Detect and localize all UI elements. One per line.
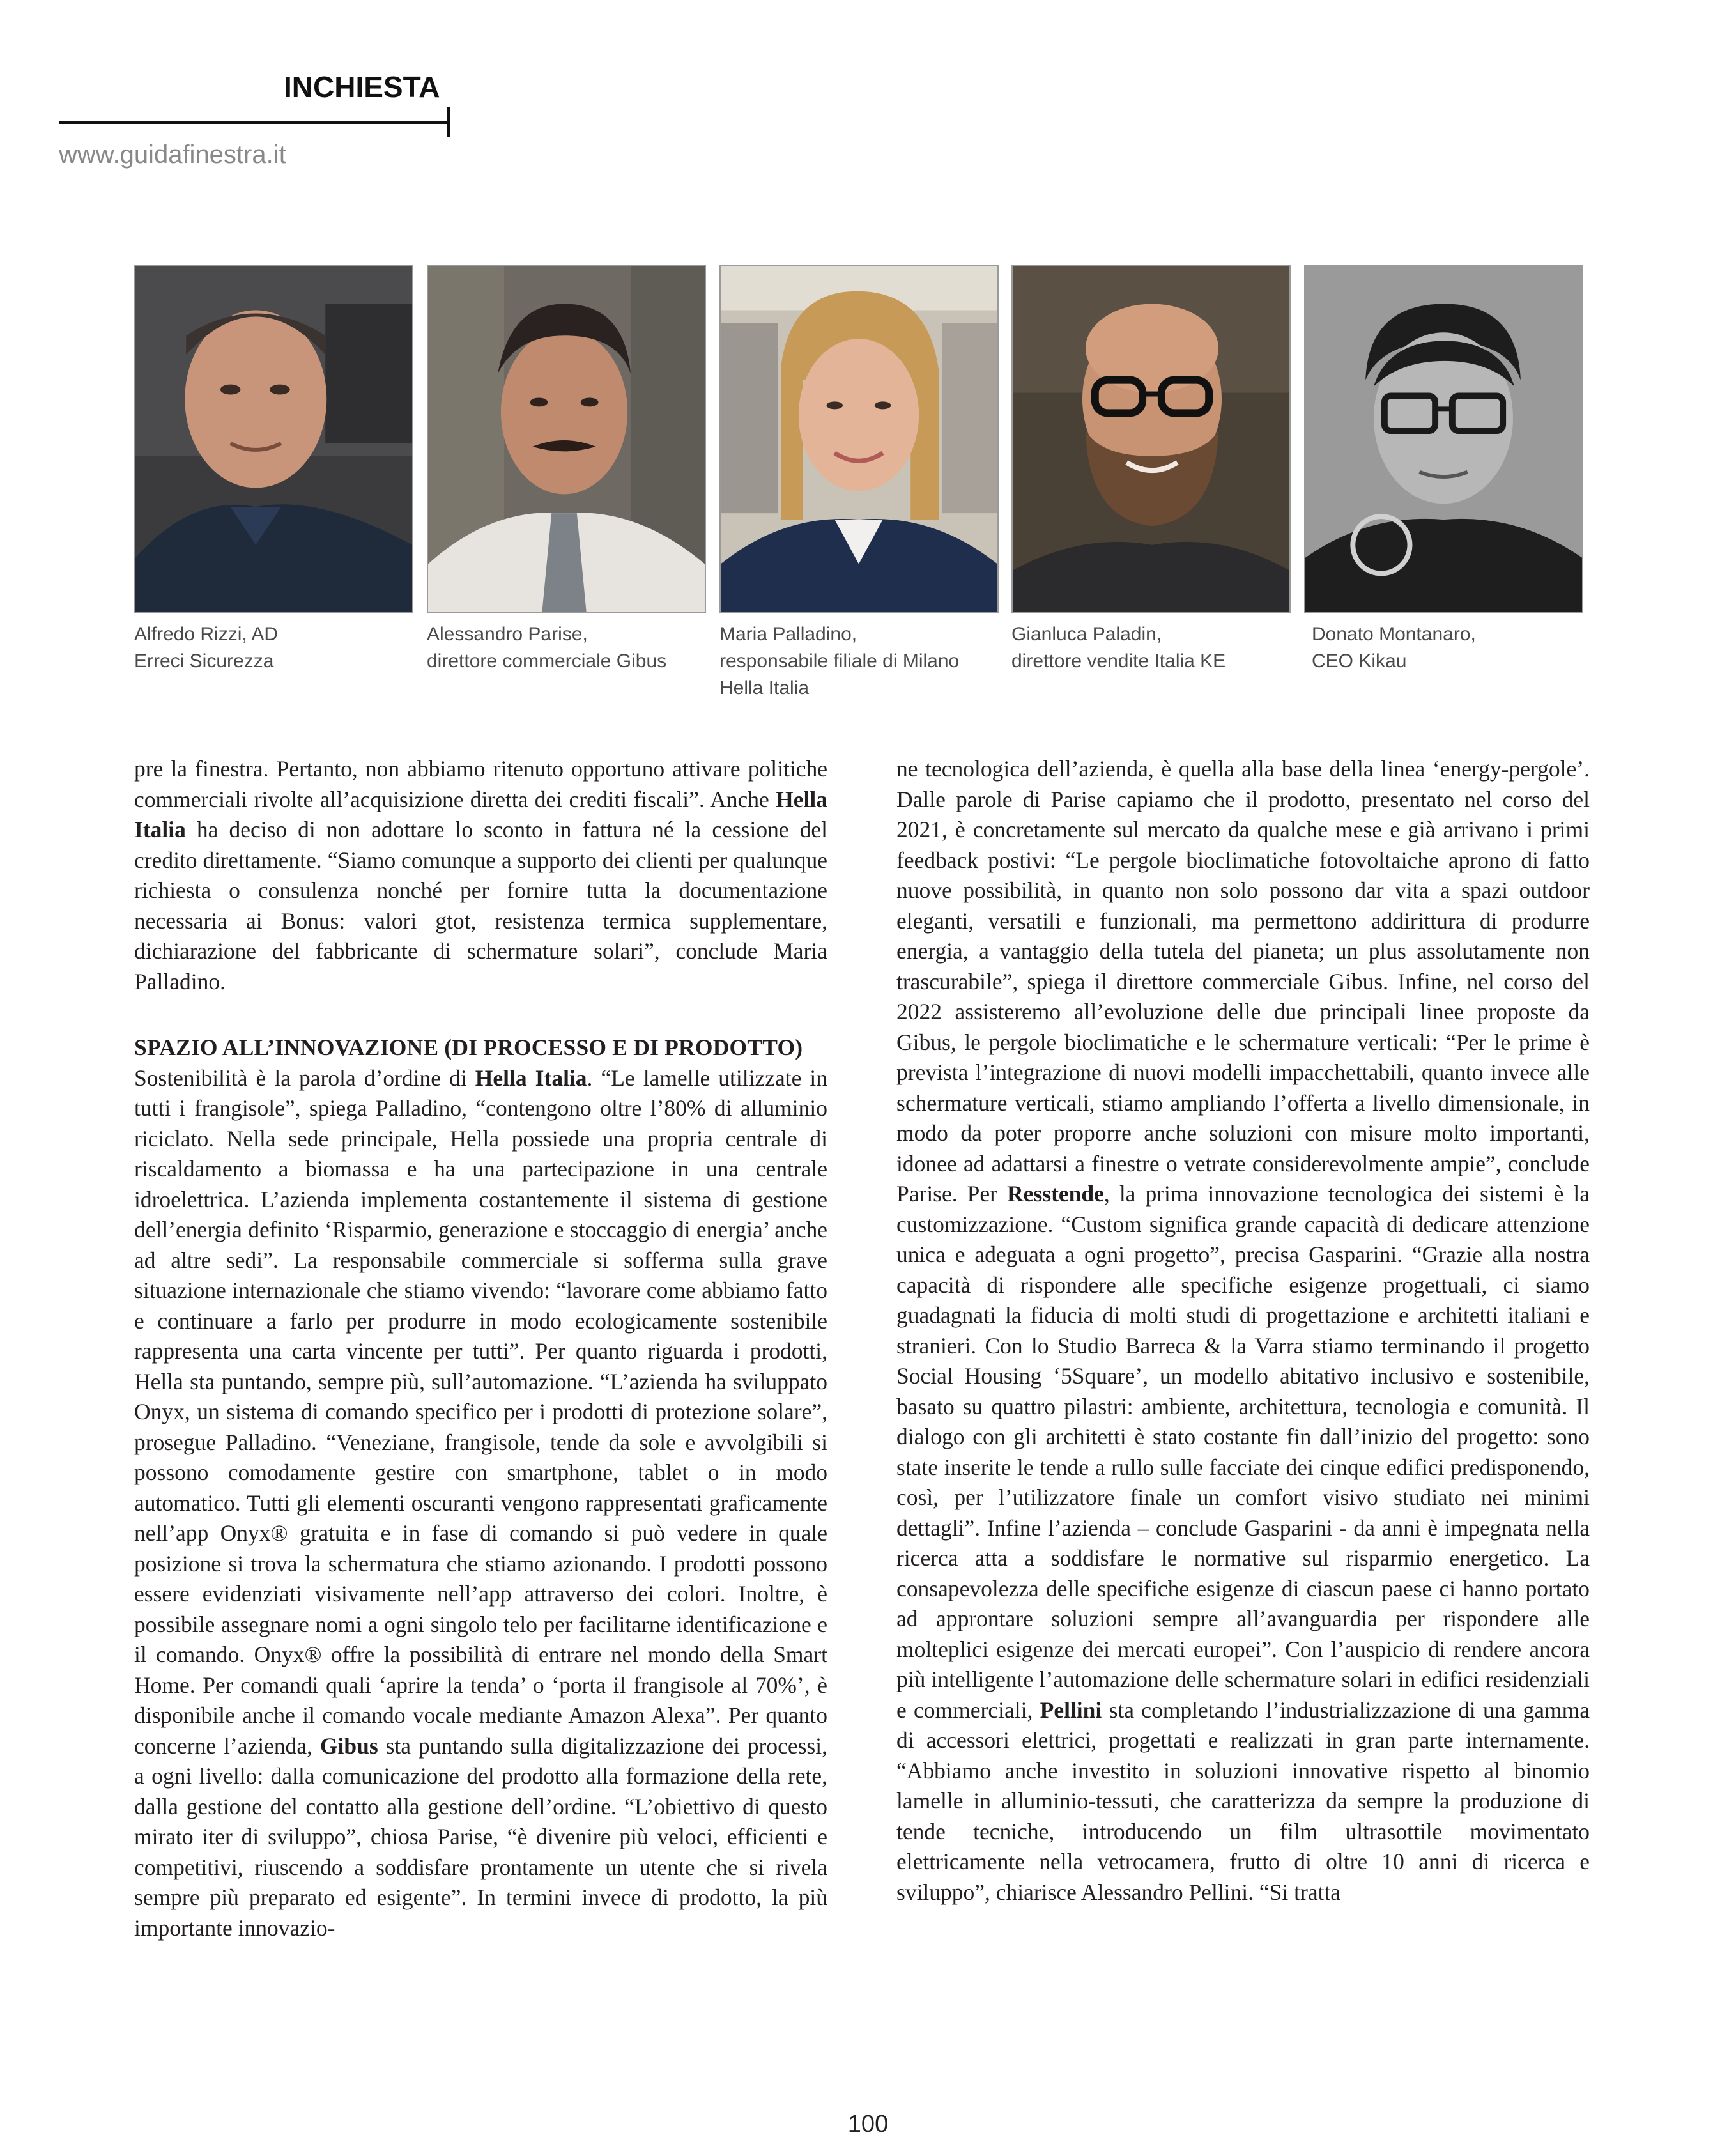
company-hella-italia-2: Hella Italia <box>475 1065 587 1091</box>
header-rule <box>59 121 450 124</box>
portrait-photo-2 <box>427 265 706 613</box>
portrait-caption-4: Gianluca Paladin, direttore vendite Italia KE <box>1011 624 1226 672</box>
company-gibus: Gibus <box>319 1732 378 1759</box>
portrait-caption-3: Maria Palladino, responsabile filiale di Milano Hella Italia <box>719 624 960 698</box>
portrait-photo-5 <box>1304 265 1583 613</box>
company-hella-italia: Hella Italia <box>134 786 827 842</box>
website-url[interactable]: www.guidafinestra.it <box>59 141 286 169</box>
page-number: 100 <box>847 2111 889 2138</box>
portrait-caption-2: Alessandro Parise, direttore commerciale Gibus <box>427 624 667 672</box>
section-label: INCHIESTA <box>284 70 440 104</box>
portrait-photo-1 <box>134 265 413 613</box>
paragraph-innovation: Sostenibilità è la parola d’ordine di Hella Italia. “Le lamelle utilizzate in tutti i frangisole”, spiega Palladino, “contengono oltre l’80% di alluminio riciclato. Nella sede principale, Hella possiede una propria centrale di riscaldamento a biomassa e ha una partecipazione in una centrale idroelettrica. L’azienda implementa costantemente il sistema di gestione dell’energia definito ‘Risparmio, generazione e stoccaggio di energia’ anche ad altre sedi”. La responsabile commerciale si sofferma sulla grave situazione internazionale che stiamo vivendo: “lavorare come abbiamo fatto e continuare a farlo per produrre in modo ecologicamente sostenibile rappresenta una carta vincente per tutti”. Per quanto riguarda i prodotti, Hella sta puntando, sempre più, sull’automazione. “L’azienda ha sviluppato Onyx, un sistema di comando specifico per i prodotti di protezione solare”, prosegue Palladino. “Veneziane, frangisole, tende da sole e avvolgibili si possono comodamente gestire con smartphone, tablet o in modo automatico. Tutti gli elementi oscuranti vengono rappresentati graficamente nell’app Onyx® gratuita e in fase di comando si può vedere in quale posizione si trova la schermatura che stiamo azionando. I prodotti possono essere evidenziati visivamente nell’app attraverso dei colori. Inoltre, è possibile assegnare nomi a ogni singolo telo per facilitarne identificazione e il comando. Onyx® offre la possibilità di entrare nel mondo della Smart Home. Per comandi quali ‘aprire la tenda’ o ‘porta il frangisole al 70%’, è disponibile anche il comando vocale mediante Amazon Alexa”. Per quanto concerne l’azienda, Gibus sta puntando sulla digitalizzazione dei processi, a ogni livello: dalla comunicazione del prodotto alla formazione della rete, dalla gestione del contatto alla gestione dell’ordine. “L’obiettivo di questo mirato iter di sviluppo”, chiosa Parise, “è divenire più veloci, efficienti e competitivi, riuscendo a soddisfare prontamente un utente che si rivela sempre più preparato ed esigente”. In termini invece di prodotto, la più importante innovazio- <box>134 1065 828 1941</box>
portrait-caption-5: Donato Montanaro, CEO Kikau <box>1312 624 1476 672</box>
paragraph-intro: pre la finestra. Pertanto, non abbiamo ritenuto opportuno attivare politiche commerciali rivolte all’acquisizione diretta dei crediti fiscali”. Anche Hella Italia ha deciso di non adottare lo sconto in fattura né la cessione del credito direttamente. “Siamo comunque a supporto dei clienti per qualunque richiesta o consulenza nonché per fornire tutta la documentazione necessaria ai Bonus: valori gtot, resistenza termica supplementare, dichiarazione del fabbricante di schermature solari”, conclude Maria Palladino. <box>134 756 827 994</box>
company-resstende: Resstende <box>1007 1181 1104 1207</box>
company-pellini: Pellini <box>1040 1697 1102 1723</box>
portrait-photo-4 <box>1011 265 1291 613</box>
paragraph-right: ne tecnologica dell’azienda, è quella alla base della linea ‘energy-pergole’. Dalle parole di Parise capiamo che il prodotto, presentato nel corso del 2021, è concretamente sul mercato da qualche mese e già arrivano i primi feedback postivi: “Le pergole bioclimatiche fotovoltaiche aprono di fatto nuove possibilità, in quanto non solo possono dar vita a spazi outdoor eleganti, versatili e funzionali, ma permettono addirittura di produrre energia, a vantaggio della tutela del pianeta; un plus assolutamente non trascurabile”, spiega il direttore commerciale Gibus. Infine, nel corso del 2022 assisteremo all’evoluzione delle due principali linee proposte da Gibus, le pergole bioclimatiche e le schermature verticali: “Per le prime è prevista l’integrazione di nuovi modelli impacchettabili, quanto invece alle schermature verticali, stiamo ampliando l’offerta a livello dimensionale, in modo da poter proporre anche soluzioni con misure molto importanti, idonee ad adattarsi a finestre o vetrate considerevolmente ampie”, conclude Parise. Per Resstende, la prima innovazione tecnologica dei sistemi è la customizzazione. “Custom significa grande capacità di dedicare attenzione unica e adeguata a ogni progetto”, precisa Gasparini. “Grazie alla nostra capacità di rispondere alle specifiche esigenze progettuali, ci siamo guadagnati la fiducia di molti studi di progettazione e architetti italiani e stranieri. Con lo Studio Barreca & la Varra stiamo terminando il progetto Social Housing ‘5Square’, un modello abitativo inclusivo e sostenibile, basato su quattro pilastri: ambiente, architettura, tecnologia e comunità. Il dialogo con gli architetti è stato costante fin dall’inizio del progetto: sono state inserite le tende a rullo sulle facciate dei cinque edifici predisponendo, così, per l’utilizzatore finale un comfort visivo studiato nei minimi dettagli”. Infine l’azienda – conclude Gasparini - da anni è impegnata nella ricerca atta a soddisfare le normative sul risparmio energetico. La consapevolezza delle specifiche esigenze di ciascun paese ci hanno portato ad approntare soluzioni sempre all’avanguardia per rispondere alle molteplici esigenze dei mercati europei”. Con l’auspicio di rendere ancora più intelligente l’automazione delle schermature solari in edifici residenziali e commerciali, Pellini sta completando l’industrializzazione di una gamma di accessori elettrici, progettati e realizzati in gran parte internamente. “Abbiamo anche investito in soluzioni innovative rispetto al binomio lamelle in alluminio-tessuti, che caratterizza da sempre la produzione di tende tecniche, introducendo un film ultrasottile movimentato elettricamente nella vetrocamera, frutto di oltre 10 anni di ricerca e sviluppo”, chiarisce Alessandro Pellini. “Si tratta <box>896 756 1590 1905</box>
portrait-caption-1: Alfredo Rizzi, AD Erreci Sicurezza <box>134 624 279 672</box>
section-heading: SPAZIO ALL’INNOVAZIONE (DI PROCESSO E DI PRODOTTO) <box>134 1035 803 1060</box>
article-column-left <box>134 754 827 1943</box>
article-column-right <box>896 754 1590 1908</box>
portrait-photo-3 <box>719 265 999 613</box>
header-rule-tick <box>447 107 450 137</box>
